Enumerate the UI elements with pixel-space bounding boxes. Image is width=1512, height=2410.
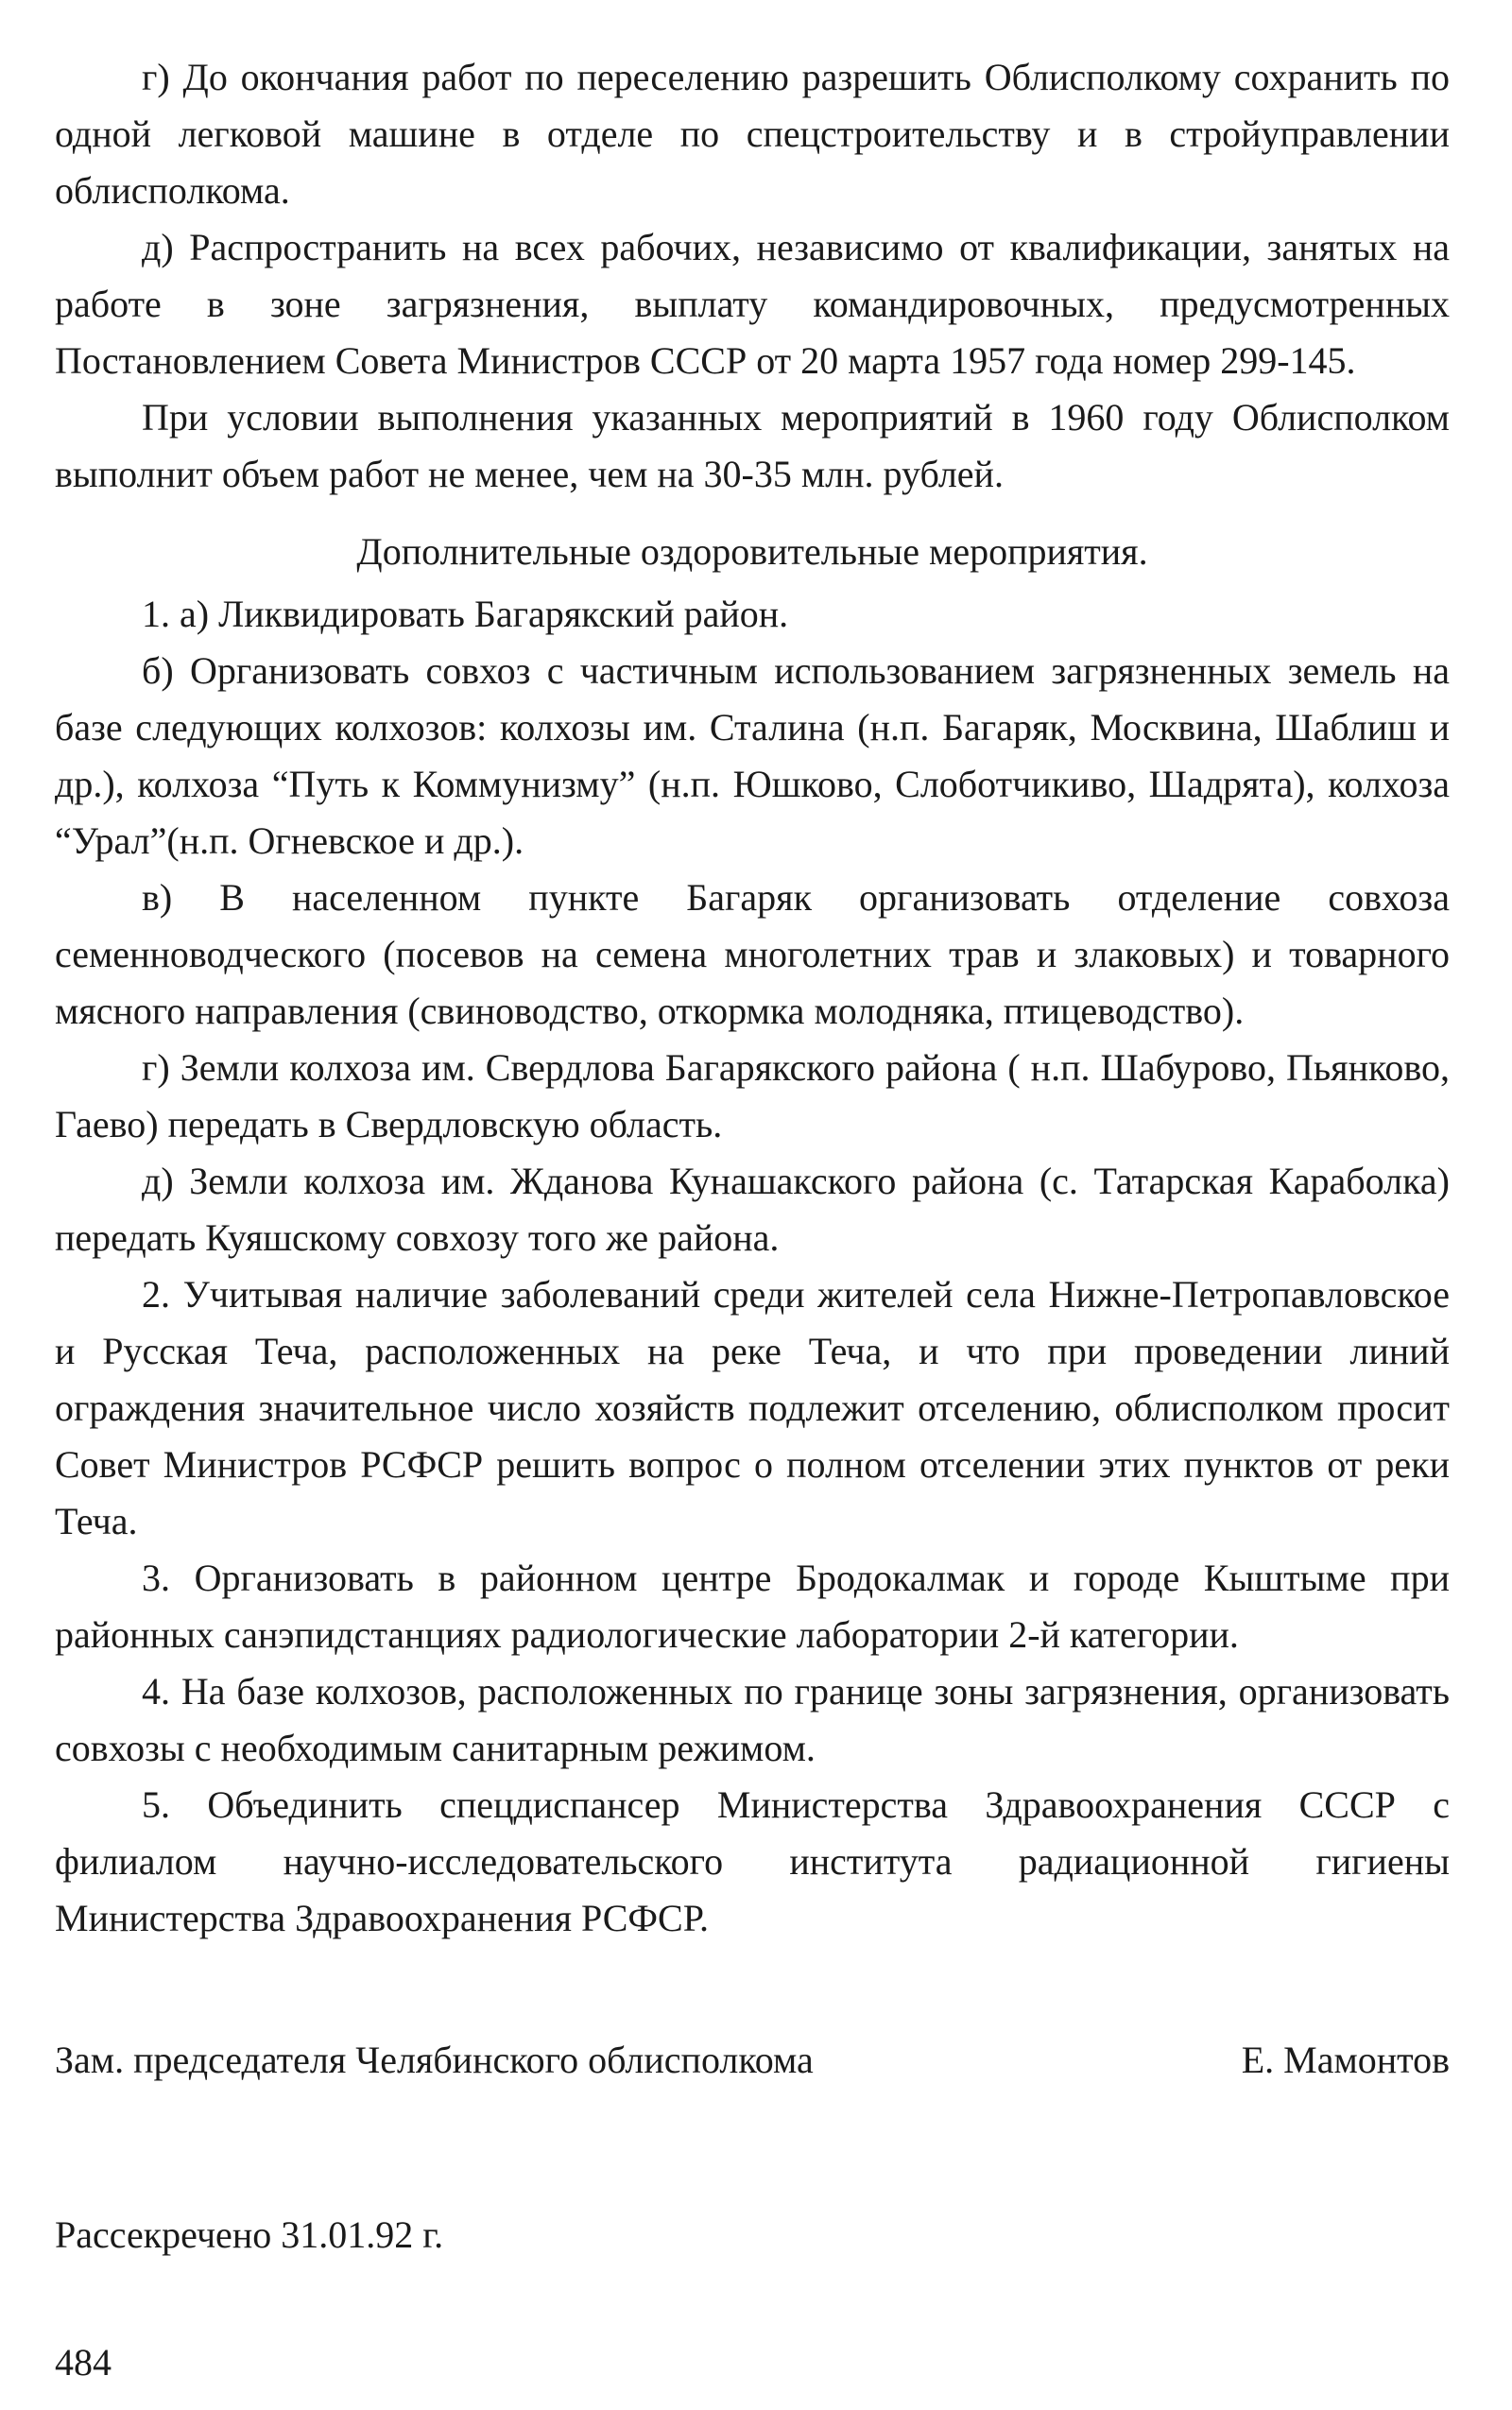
page-number: 484 (55, 2341, 112, 2384)
paragraph-5: 5. Объединить спецдиспансер Министерства Здравоохранения СССР с филиалом научно-исследовательского института радиационной гигиены Министерства Здравоохранения РСФСР. (55, 1783, 1450, 1939)
signature-name: Е. Мамонтов (1241, 2039, 1450, 2081)
signature-block (55, 2032, 1450, 2089)
paragraph-1d: д) Земли колхоза им. Жданова Кунашакского района (с. Татарская Караболка) передать Куяшскому совхозу того же района. (55, 1160, 1450, 1259)
paragraph-1g: г) Земли колхоза им. Свердлова Багарякского района ( н.п. Шабурово, Пьянково, Гаево) передать в Свердловскую область. (55, 1046, 1450, 1145)
signature-position: Зам. председателя Челябинского облисполкома (55, 2039, 814, 2081)
paragraph-4: 4. На базе колхозов, расположенных по границе зоны загрязнения, организовать совхозы с необходимым санитарным режимом. (55, 1670, 1450, 1769)
document-body (55, 49, 1450, 1947)
paragraph-1v: в) В населенном пункте Багаряк организовать отделение совхоза семенноводческого (посевов на семена многолетних трав и злаковых) и товарного мясного направления (свиноводство, откормка молодняка, птицеводство). (55, 876, 1450, 1032)
paragraph-1a: 1. а) Ликвидировать Багарякский район. (142, 593, 789, 635)
paragraph-2: 2. Учитывая наличие заболеваний среди жителей села Нижне-Петропавловское и Русская Теча, расположенных на реке Теча, и что при проведении линий ограждения значительное число хозяйств подлежит отселению, облисполком просит Совет Министров РСФСР решить вопрос о полном отселении этих пунктов от реки Теча. (55, 1273, 1450, 1542)
section-heading: Дополнительные оздоровительные мероприятия. (356, 530, 1148, 573)
paragraph-3: 3. Организовать в районном центре Бродокалмак и городе Кыштыме при районных санэпидстанциях радиологические лаборатории 2-й категории. (55, 1557, 1450, 1656)
paragraph-work-volume: При условии выполнения указанных мероприятий в 1960 году Облисполком выполнит объем работ не менее, чем на 30-35 млн. рублей. (55, 396, 1450, 495)
paragraph-g-cars: г) До окончания работ по переселению разрешить Облисполкому сохранить по одной легковой машине в отделе по спецстроительству и в стройуправлении облисполкома. (55, 56, 1450, 212)
paragraph-d-travel-pay: д) Распространить на всех рабочих, независимо от квалификации, занятых на работе в зоне загрязнения, выплату командировочных, предусмотренных Постановлением Совета Министров СССР от 20 марта 1957 года номер 299-145. (55, 226, 1450, 382)
paragraph-1b: б) Организовать совхоз с частичным использованием загрязненных земель на базе следующих колхозов: колхозы им. Сталина (н.п. Багаряк, Москвина, Шаблиш и др.), колхоза “Путь к Коммунизму” (н.п. Юшково, Слоботчикиво, Шадрята), колхоза “Урал”(н.п. Огневское и др.). (55, 649, 1450, 862)
declassified-note: Рассекречено 31.01.92 г. (55, 2213, 444, 2256)
